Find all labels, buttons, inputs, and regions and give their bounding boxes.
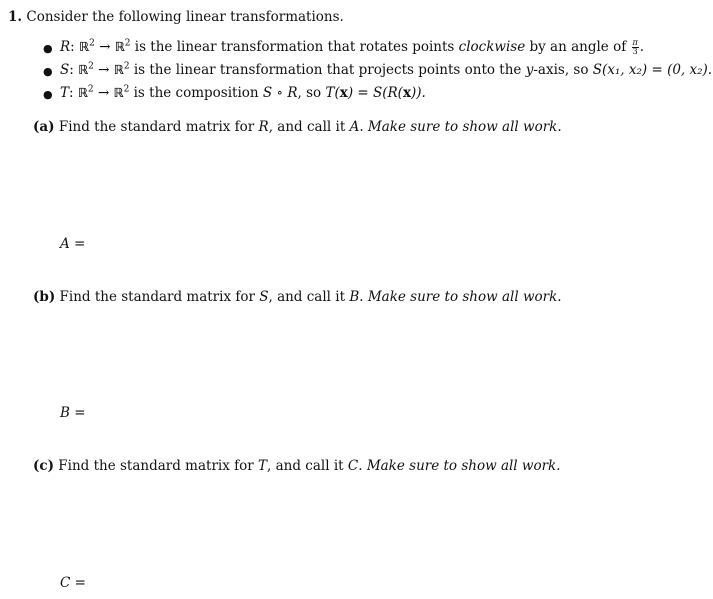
part-a-emph: Make sure to show all work. [367, 119, 562, 135]
t-colon: : [69, 85, 74, 101]
part-c-name: C [347, 458, 359, 474]
part-b-emph: Make sure to show all work. [367, 289, 562, 305]
s-domain: ℝ [78, 62, 89, 77]
part-c-emph: Make sure to show all work. [366, 458, 561, 474]
t-text2: , so [297, 85, 322, 101]
part-c-text2: , and call it [267, 458, 344, 474]
part-b-text3: . [359, 289, 364, 305]
bullet-r-line [60, 39, 644, 56]
part-a-label: (a) [33, 119, 55, 135]
r-text1: is the linear transformation that rotates points [134, 39, 455, 55]
r-end: . [639, 39, 645, 55]
t-codomain-exp: 2 [123, 84, 130, 95]
s-text2: -axis, so [533, 62, 589, 78]
part-a-var: R [258, 119, 269, 135]
problem-number: 1. [8, 9, 23, 25]
t-formula-mid: ) = S(R( [347, 85, 403, 101]
r-name: R [60, 39, 71, 55]
part-a-name: A [349, 119, 360, 135]
t-formula-x2: x [402, 85, 411, 101]
part-c-var: T [258, 458, 268, 474]
s-formula: S(x₁, x₂) = (0, x₂). [592, 62, 713, 78]
part-b-name: B [349, 289, 360, 305]
bullet-s-dot: ● [43, 65, 53, 78]
r-domain: ℝ [79, 39, 90, 54]
t-domain: ℝ [77, 85, 88, 100]
t-formula-end: )). [411, 85, 426, 101]
part-b-var: S [259, 289, 269, 305]
s-name: S [60, 62, 70, 78]
part-a-prompt [33, 119, 562, 135]
part-b-answer-label: B = [60, 405, 86, 421]
part-a-answer-label: A = [60, 236, 86, 252]
part-a-text3: . [359, 119, 364, 135]
s-codomain-exp: 2 [123, 61, 130, 72]
t-codomain: ℝ [113, 85, 124, 100]
t-domain-exp: 2 [87, 84, 94, 95]
problem-intro: Consider the following linear transformations. [26, 9, 344, 25]
r-emph-clockwise: clockwise [458, 39, 526, 55]
bullet-t-dot: ● [43, 88, 53, 101]
t-formula-pre: T( [325, 85, 340, 101]
bullet-r-dot: ● [43, 42, 53, 55]
bullet-t-line [60, 85, 426, 101]
part-c-text: Find the standard matrix for [58, 458, 254, 474]
t-formula-x1: x [339, 85, 348, 101]
r-colon: : [70, 39, 75, 55]
part-c-answer-label: C = [60, 575, 86, 591]
r-arrow: → [99, 39, 111, 55]
s-colon: : [69, 62, 74, 78]
t-composition: S ∘ R [262, 85, 298, 101]
problem-header [8, 9, 344, 25]
part-c-prompt [33, 458, 561, 474]
s-domain-exp: 2 [88, 61, 94, 72]
s-text1: is the linear transformation that projects points onto the [133, 62, 522, 78]
r-codomain-exp: 2 [124, 38, 131, 49]
part-c-label: (c) [33, 458, 54, 474]
r-frac-num: π [632, 38, 638, 47]
r-codomain: ℝ [114, 39, 125, 54]
s-codomain: ℝ [113, 62, 124, 77]
part-b-prompt [33, 289, 562, 305]
s-yvar: y [525, 62, 534, 78]
r-frac-den: 3 [632, 47, 638, 56]
r-angle-fraction [632, 39, 639, 56]
part-b-text: Find the standard matrix for [59, 289, 255, 305]
part-a-text: Find the standard matrix for [58, 119, 255, 135]
s-arrow: → [98, 62, 110, 78]
part-c-text3: . [358, 458, 363, 474]
t-name: T [60, 85, 70, 101]
bullet-s-line [60, 62, 712, 78]
t-text1: is the composition [133, 85, 259, 101]
part-a-text2: , and call it [268, 119, 346, 135]
part-b-text2: , and call it [268, 289, 346, 305]
t-arrow: → [97, 85, 110, 101]
r-text2: by an angle of [529, 39, 627, 55]
part-b-label: (b) [33, 289, 56, 305]
r-domain-exp: 2 [89, 38, 95, 49]
